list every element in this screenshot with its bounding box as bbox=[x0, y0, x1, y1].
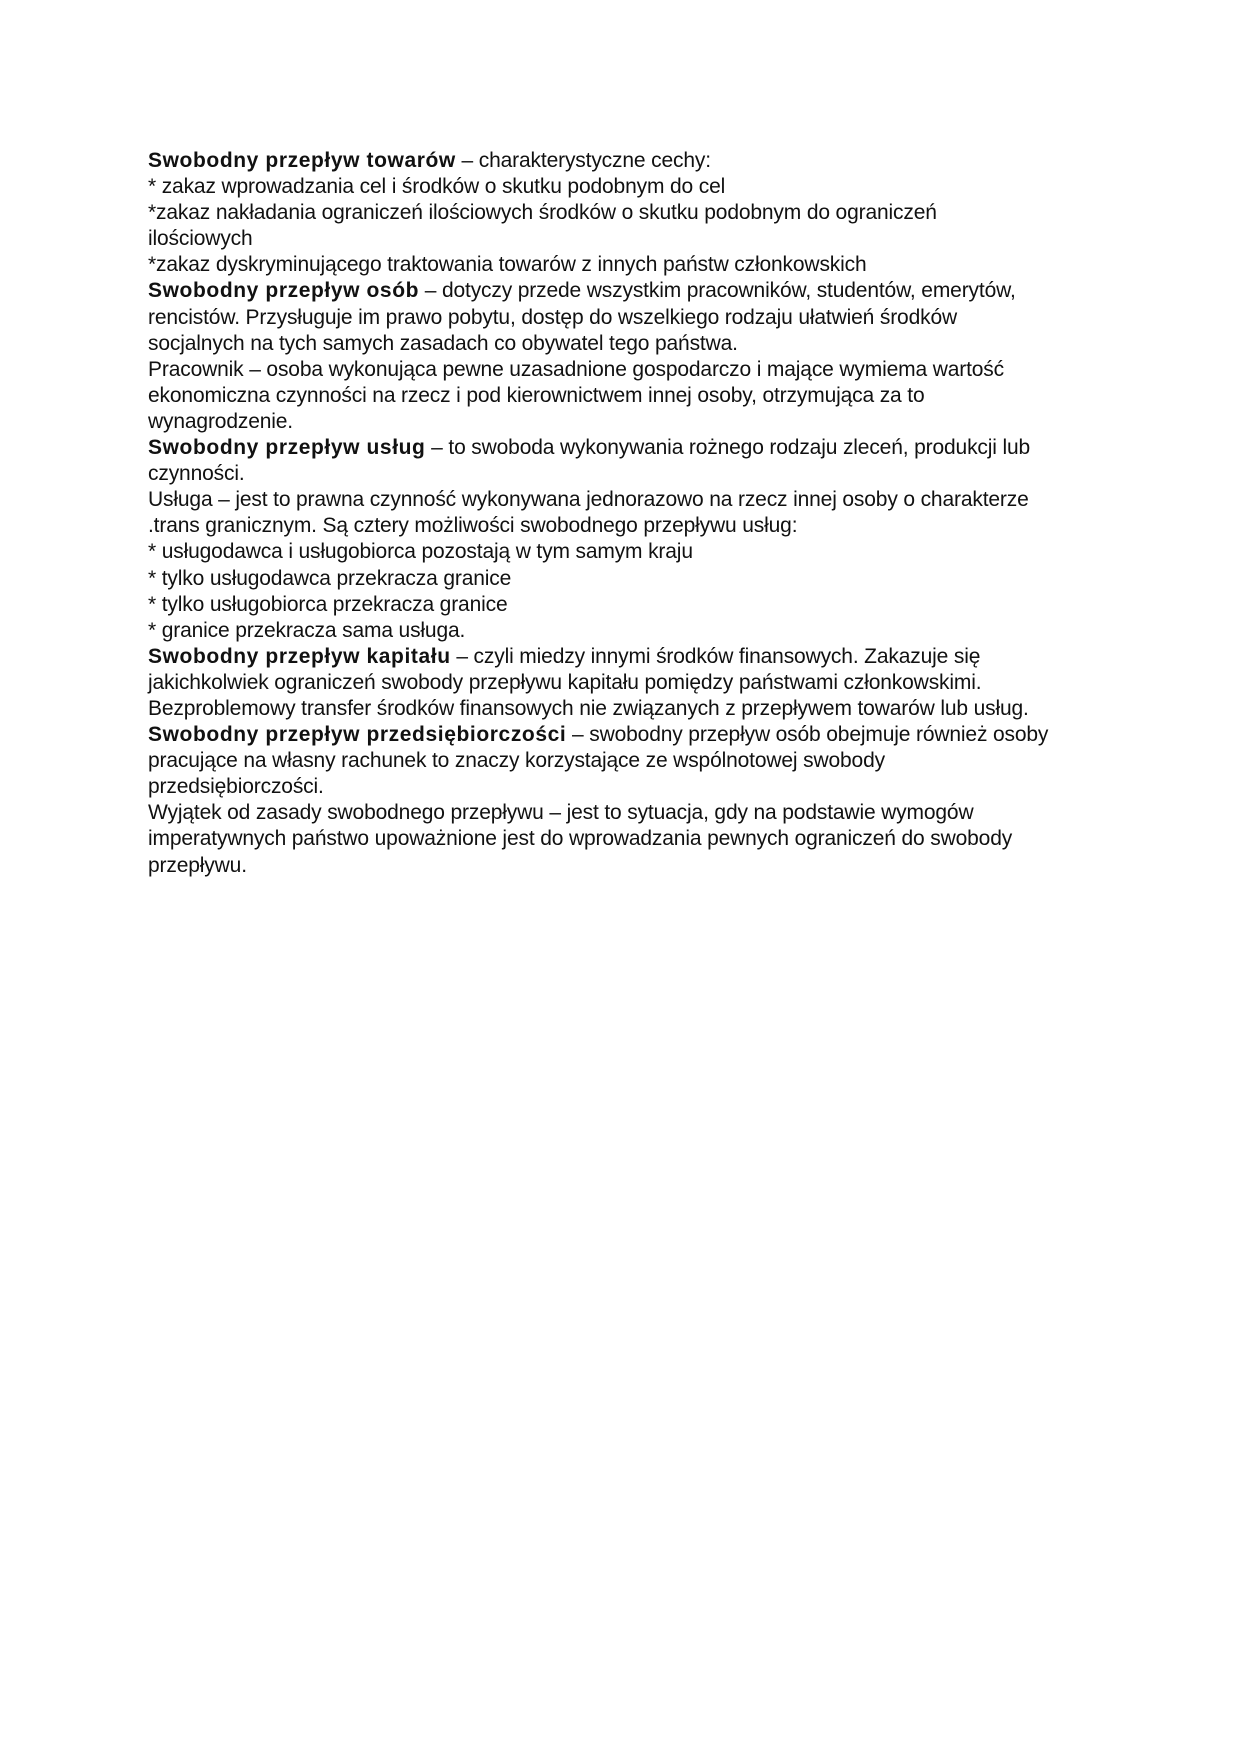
text-line: Bezproblemowy transfer środków finansowych nie związanych z przepływem towarów lub usług. bbox=[148, 696, 1029, 720]
text-line: przepływu. bbox=[148, 853, 247, 877]
section-heading-persons: Swobodny przepływ osób bbox=[148, 279, 420, 303]
text-line: * usługodawca i usługobiorca pozostają w tym samym kraju bbox=[148, 540, 693, 564]
section-heading-capital: Swobodny przepływ kapitału bbox=[148, 644, 451, 668]
text-line: * granice przekracza sama usługa. bbox=[148, 618, 466, 642]
text-line: Swobodny przepływ usług – to swoboda wykonywania rożnego rodzaju zleceń, produkcji lub bbox=[148, 436, 1031, 460]
text-line: imperatywnych państwo upoważnione jest do wprowadzania pewnych ograniczeń do swobody bbox=[148, 827, 1013, 851]
text-line: Swobodny przepływ kapitału – czyli miedzy innymi środków finansowych. Zakazuje się bbox=[148, 644, 981, 668]
text-line: ekonomiczna czynności na rzecz i pod kierownictwem innej osoby, otrzymująca za to bbox=[148, 383, 925, 407]
text-line: czynności. bbox=[148, 462, 245, 486]
text-line: ilościowych bbox=[148, 227, 253, 251]
text-line: wynagrodzenie. bbox=[148, 409, 293, 433]
text-line: * zakaz wprowadzania cel i środków o skutku podobnym do cel bbox=[148, 175, 726, 199]
text-line: *zakaz nakładania ograniczeń ilościowych środków o skutku podobnym do ograniczeń bbox=[148, 201, 937, 225]
text-line: Swobodny przepływ przedsiębiorczości – swobodny przepływ osób obejmuje również osoby bbox=[148, 723, 1049, 747]
section-heading-goods: Swobodny przepływ towarów bbox=[148, 149, 456, 172]
section-heading-enterprise: Swobodny przepływ przedsiębiorczości bbox=[148, 723, 567, 747]
text-line: socjalnych na tych samych zasadach co obywatel tego państwa. bbox=[148, 331, 738, 355]
text-line: jakichkolwiek ograniczeń swobody przepływu kapitału pomiędzy państwami członkowskimi. bbox=[148, 670, 982, 694]
text-line: Swobodny przepływ towarów – charakterystyczne cechy: bbox=[148, 149, 711, 172]
text-line: Pracownik – osoba wykonująca pewne uzasadnione gospodarczo i mające wymiema wartość bbox=[148, 357, 1005, 381]
text-line: Usługa – jest to prawna czynność wykonywana jednorazowo na rzecz innej osoby o charakterze bbox=[148, 488, 1029, 512]
text-line: Swobodny przepływ osób – dotyczy przede wszystkim pracowników, studentów, emerytów, bbox=[148, 279, 1016, 303]
text-line: Wyjątek od zasady swobodnego przepływu – jest to sytuacja, gdy na podstawie wymogów bbox=[148, 801, 974, 825]
text-line: przedsiębiorczości. bbox=[148, 775, 324, 799]
text-line: * tylko usługobiorca przekracza granice bbox=[148, 592, 508, 616]
text-line: pracujące na własny rachunek to znaczy korzystające ze wspólnotowej swobody bbox=[148, 749, 885, 773]
text-line: * tylko usługodawca przekracza granice bbox=[148, 566, 512, 590]
section-heading-services: Swobodny przepływ usług bbox=[148, 436, 426, 460]
text-line: .trans granicznym. Są cztery możliwości swobodnego przepływu usług: bbox=[148, 514, 798, 538]
text-line: rencistów. Przysługuje im prawo pobytu, dostęp do wszelkiego rodzaju ułatwień środków bbox=[148, 305, 957, 329]
document-body bbox=[148, 148, 1138, 879]
text-line: *zakaz dyskryminującego traktowania towarów z innych państw członkowskich bbox=[148, 253, 867, 277]
